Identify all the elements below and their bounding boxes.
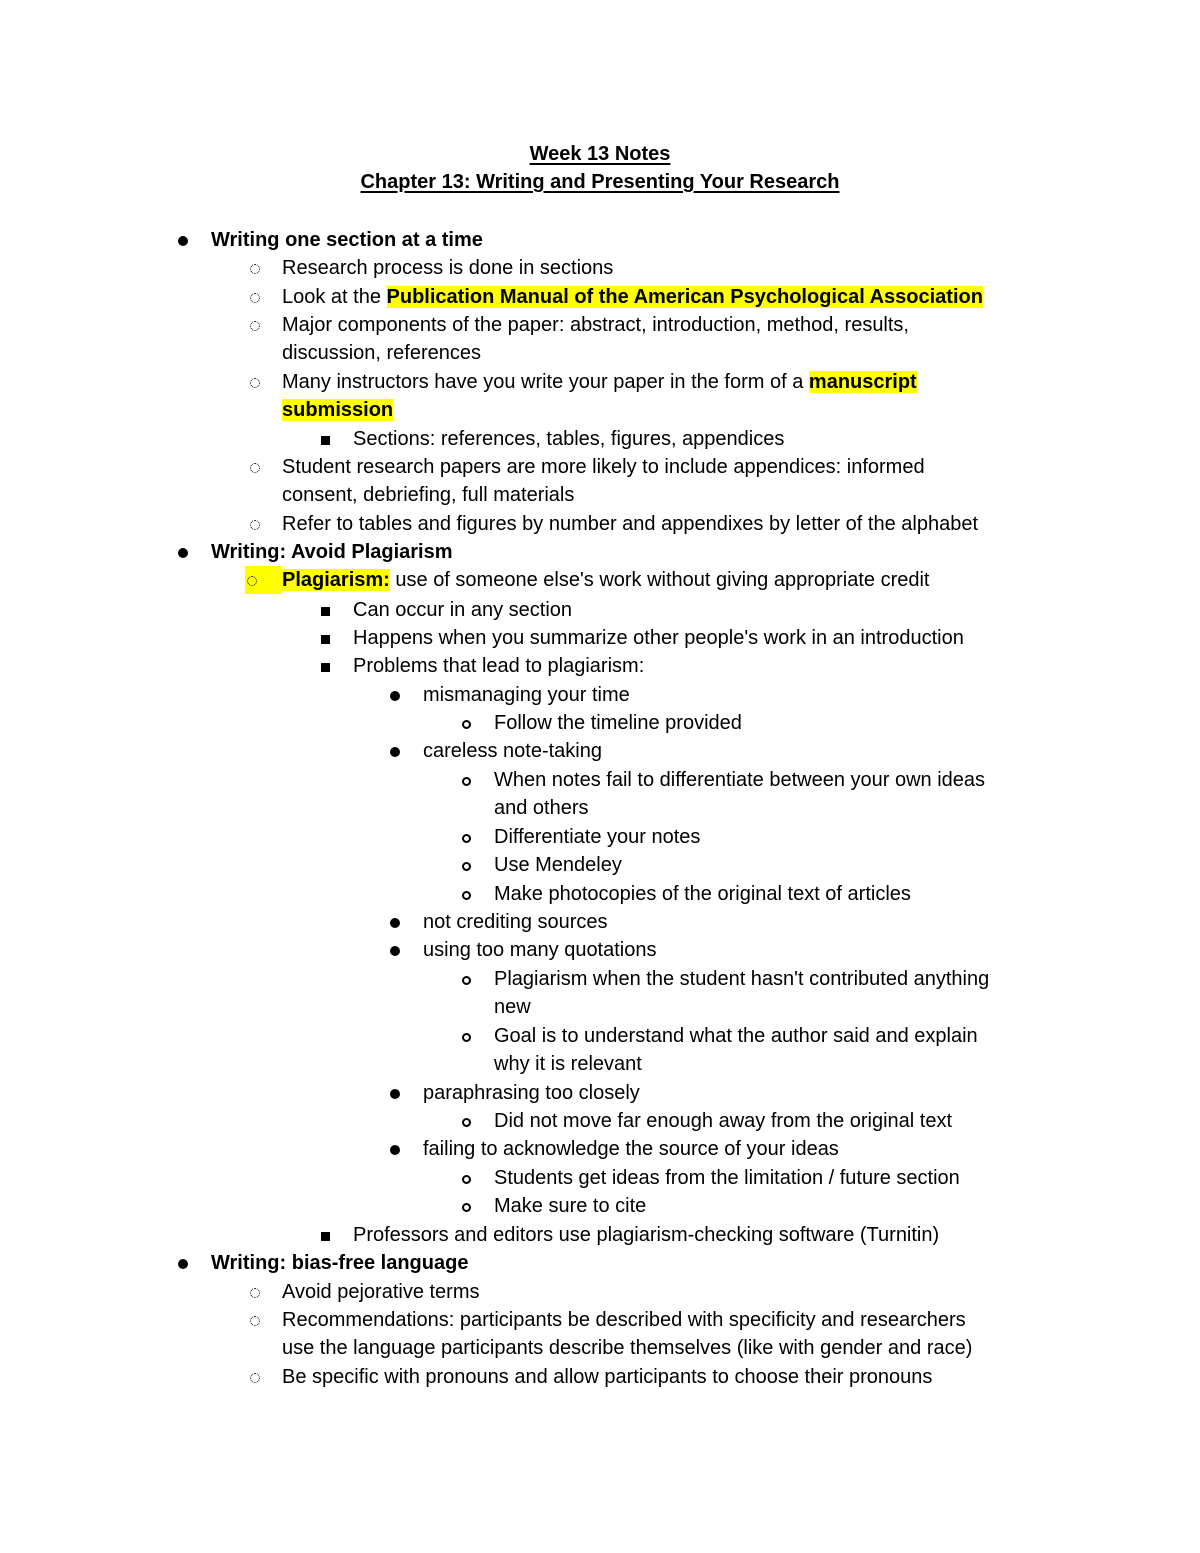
list-item: Sections: references, tables, figures, appendices — [353, 428, 785, 450]
dotted-circle-bullet-icon — [245, 566, 281, 594]
square-bullet-icon — [315, 1221, 335, 1249]
dotted-circle-bullet-icon — [245, 368, 265, 396]
circle-bullet-icon — [456, 709, 476, 737]
list-item-continuation: why it is relevant — [494, 1053, 642, 1075]
list-item: careless note-taking — [423, 740, 602, 762]
list-item: Recommendations: participants be described with specificity and researchers — [282, 1309, 966, 1331]
list-item: Professors and editors use plagiarism-checking software (Turnitin) — [353, 1224, 940, 1246]
list-item: Make sure to cite — [494, 1195, 647, 1217]
disc-bullet-icon — [385, 1135, 405, 1163]
list-item: Happens when you summarize other people's work in an introduction — [353, 627, 964, 649]
list-item: Did not move far enough away from the original text — [494, 1110, 953, 1132]
highlighted-text: submission — [282, 399, 394, 421]
list-item-continuation: use the language participants describe themselves (like with gender and race) — [282, 1337, 973, 1359]
list-item: Major components of the paper: abstract, introduction, method, results, — [282, 314, 909, 336]
list-item: Make photocopies of the original text of articles — [494, 883, 911, 905]
list-item: not crediting sources — [423, 911, 608, 933]
disc-bullet-icon — [385, 1079, 405, 1107]
list-item: using too many quotations — [423, 939, 657, 961]
section-heading: Writing: bias-free language — [211, 1252, 469, 1274]
circle-bullet-icon — [456, 965, 476, 993]
square-bullet-icon — [315, 596, 335, 624]
list-item: Differentiate your notes — [494, 826, 701, 848]
list-item-text: Look at the — [282, 286, 387, 308]
list-item-continuation: and others — [494, 797, 589, 819]
disc-bullet-icon — [385, 908, 405, 936]
list-item: paraphrasing too closely — [423, 1082, 640, 1104]
dotted-circle-bullet-icon — [245, 311, 265, 339]
highlighted-term: Plagiarism: — [282, 569, 390, 591]
circle-bullet-icon — [456, 880, 476, 908]
list-item: Refer to tables and figures by number and appendixes by letter of the alphabet — [282, 513, 979, 535]
section-heading: Writing: Avoid Plagiarism — [211, 541, 453, 563]
dotted-circle-bullet-icon — [245, 1363, 265, 1391]
list-item: Students get ideas from the limitation / future section — [494, 1167, 960, 1189]
disc-bullet-icon — [385, 936, 405, 964]
list-item-text: use of someone else's work without giving appropriate credit — [389, 569, 930, 591]
section-heading: Writing one section at a time — [211, 229, 483, 251]
square-bullet-icon — [315, 652, 335, 680]
list-item — [282, 283, 983, 311]
circle-bullet-icon — [456, 1164, 476, 1192]
dotted-circle-bullet-icon — [245, 453, 265, 481]
list-item: When notes fail to differentiate between your own ideas — [494, 769, 986, 791]
square-bullet-icon — [315, 624, 335, 652]
list-item-text: Many instructors have you write your paper in the form of a — [282, 371, 809, 393]
disc-bullet-icon — [385, 737, 405, 765]
list-item: Avoid pejorative terms — [282, 1281, 480, 1303]
circle-bullet-icon — [456, 851, 476, 879]
dotted-circle-bullet-icon — [245, 510, 265, 538]
list-item: Problems that lead to plagiarism: — [353, 655, 645, 677]
dotted-circle-bullet-icon — [245, 283, 265, 311]
circle-bullet-icon — [456, 1107, 476, 1135]
list-item: Plagiarism when the student hasn't contributed anything — [494, 968, 990, 990]
circle-bullet-icon — [456, 1022, 476, 1050]
list-item-continuation: consent, debriefing, full materials — [282, 484, 575, 506]
highlighted-text: Publication Manual of the American Psychological Association — [386, 286, 983, 308]
disc-bullet-icon — [385, 681, 405, 709]
circle-bullet-icon — [456, 766, 476, 794]
disc-bullet-icon — [173, 226, 193, 254]
list-item — [282, 566, 930, 594]
list-item-continuation — [282, 396, 393, 424]
list-item: Be specific with pronouns and allow participants to choose their pronouns — [282, 1366, 933, 1388]
page-title: Week 13 Notes — [529, 143, 671, 165]
list-item: failing to acknowledge the source of your ideas — [423, 1138, 839, 1160]
list-item: Follow the timeline provided — [494, 712, 742, 734]
page-subtitle: Chapter 13: Writing and Presenting Your Research — [360, 171, 840, 193]
list-item-continuation: new — [494, 996, 531, 1018]
dotted-circle-bullet-icon — [245, 1278, 265, 1306]
square-bullet-icon — [315, 425, 335, 453]
disc-bullet-icon — [173, 538, 193, 566]
highlighted-text: manuscript — [808, 371, 917, 393]
list-item: mismanaging your time — [423, 684, 630, 706]
dotted-circle-bullet-icon — [245, 1306, 265, 1334]
circle-bullet-icon — [456, 823, 476, 851]
list-item: Use Mendeley — [494, 854, 622, 876]
list-item — [282, 368, 917, 396]
list-item: Student research papers are more likely to include appendices: informed — [282, 456, 925, 478]
disc-bullet-icon — [173, 1249, 193, 1277]
list-item: Can occur in any section — [353, 599, 573, 621]
dotted-circle-bullet-icon — [245, 254, 265, 282]
circle-bullet-icon — [456, 1192, 476, 1220]
list-item-continuation: discussion, references — [282, 342, 481, 364]
list-item: Research process is done in sections — [282, 257, 614, 279]
list-item: Goal is to understand what the author said and explain — [494, 1025, 978, 1047]
